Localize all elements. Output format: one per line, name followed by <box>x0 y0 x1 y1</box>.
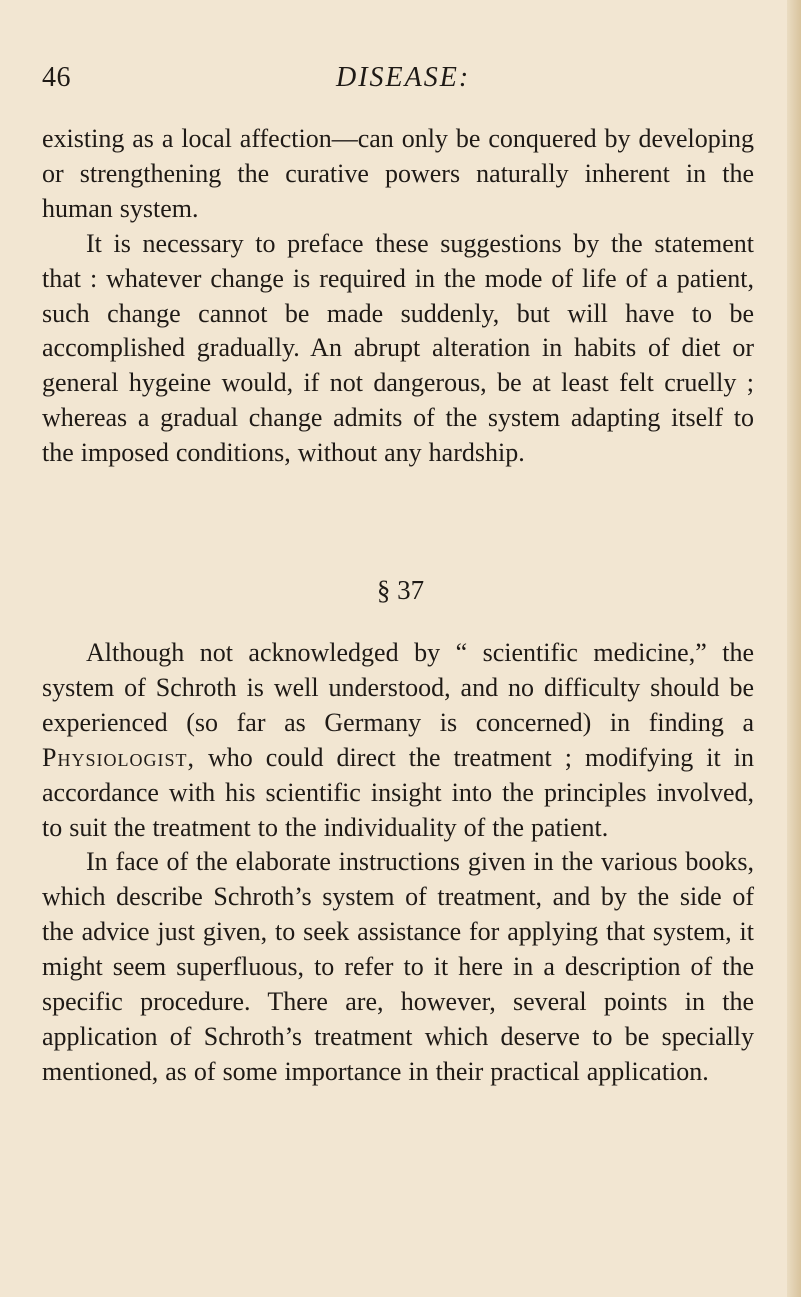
page-header <box>42 58 754 98</box>
paragraph-text-part: who could direct the treatment ; modifying it in accordance with his scientific insight into the principles involved, to suit the treatment to the individuality of the patient. <box>42 742 754 842</box>
top-text-block <box>42 122 754 471</box>
paragraph-text-part: Although not acknowledged by “ scientific medicine,” the system of Schroth is well understood, and no difficulty should be experienced (so far as Germany is concerned) in finding a <box>42 638 754 737</box>
paragraph-gradual-change: It is necessary to preface these suggestions by the statement that : whatever change is required in the mode of life of a patient, such change cannot be made suddenly, but will have to be accomplished gradually. An abrupt alteration in habits of diet or general hygeine would, if not dangerous, be at least felt cruelly ; whereas a gradual change admits of the system adapting itself to the imposed conditions, without any hardship. <box>42 228 754 468</box>
bottom-text-block <box>42 636 754 1090</box>
running-title: DISEASE: <box>336 62 471 93</box>
page-edge <box>787 0 801 1297</box>
page-number: 46 <box>42 62 71 93</box>
paragraph-instructions: In face of the elaborate instructions given in the various books, which describe Schroth’s system of treatment, and by the side of the advice just given, to seek assistance for applying that system, it might seem superfluous, to refer to it here in a description of the specific procedure. There are, however, several points in the application of Schroth’s treatment which deserve to be specially mentioned, as of some importance in their practical application. <box>42 847 754 1086</box>
section-number: § 37 <box>376 575 425 605</box>
paragraph-schroth-system <box>42 636 754 845</box>
paragraph-continuation: existing as a local affection—can only be conquered by developing or strengthening the curative powers naturally inherent in the human system. <box>42 124 754 223</box>
small-caps-term: Physiologist, <box>42 742 195 772</box>
